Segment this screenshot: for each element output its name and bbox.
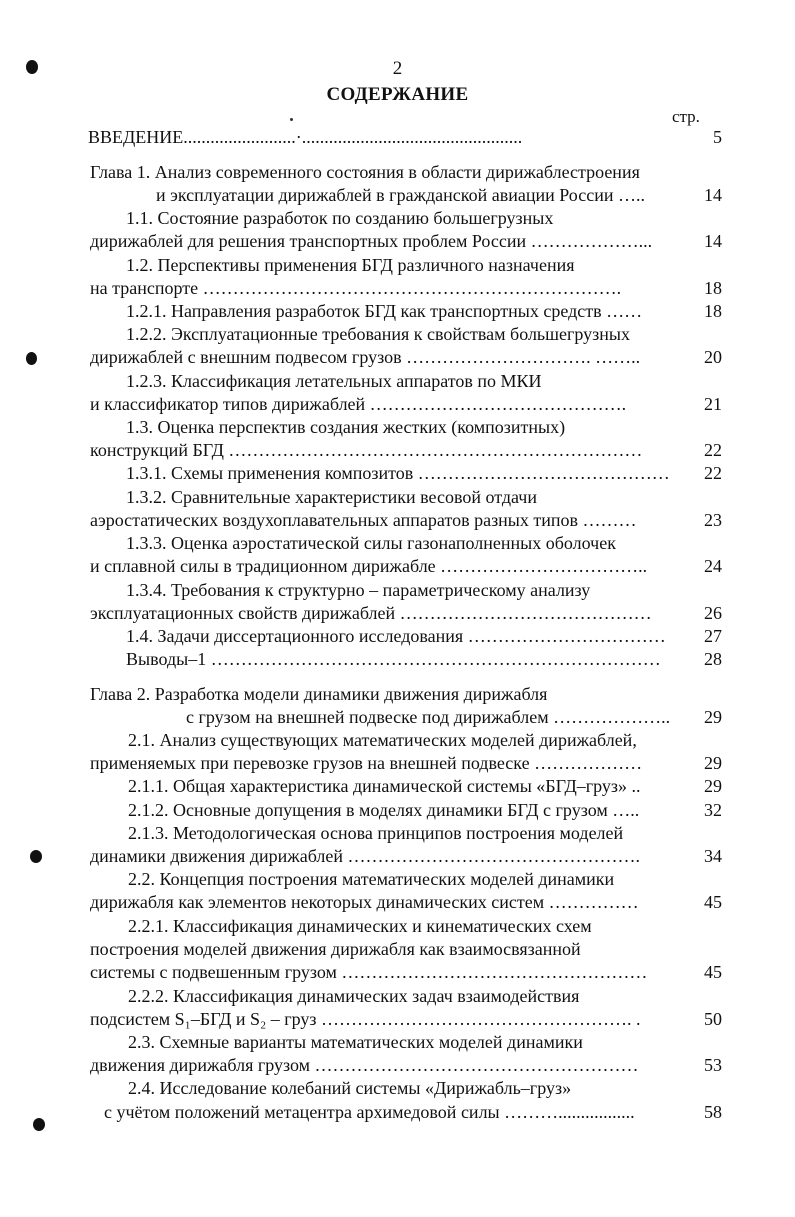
toc-entry [0, 393, 795, 416]
toc-entry-text: 2.2.2. Классификация динамических задач взаимодействия [128, 986, 580, 1006]
toc-entry-text: 1.2.1. Направления разработок БГД как транспортных средств …… [126, 301, 643, 321]
toc-entry [0, 532, 795, 555]
toc-entry [0, 486, 795, 509]
toc-entry-text: системы с подвешенным грузом …………………………………………… [90, 962, 648, 982]
toc-entry [0, 915, 795, 938]
toc-entry-text: Глава 2. Разработка модели динамики движения дирижабля [90, 684, 548, 704]
toc-entry [0, 230, 795, 253]
toc-entry-text: 2.2. Концепция построения математических моделей динамики [128, 869, 615, 889]
toc-entry [0, 161, 795, 184]
toc-entry [0, 439, 795, 462]
toc-entry-page: 29 [704, 753, 722, 773]
toc-entry-text: 1.2. Перспективы применения БГД различного назначения [126, 255, 575, 275]
toc-entry-text: 1.2.3. Классификация летательных аппаратов по МКИ [126, 371, 542, 391]
toc-entry-page: 20 [704, 347, 722, 367]
toc-entry-text: 1.3.2. Сравнительные характеристики весовой отдачи [126, 487, 537, 507]
toc-entry [0, 370, 795, 393]
toc-entry-text: 2.1.2. Основные допущения в моделях динамики БГД с грузом ….. [128, 800, 640, 820]
toc-entry-text: дирижаблей для решения транспортных проблем России ………………... [90, 231, 653, 251]
toc-entry-text: 2.2.1. Классификация динамических и кинематических схем [128, 916, 592, 936]
toc-entry-text: эксплуатационных свойств дирижаблей …………………………………… [90, 603, 652, 623]
page-column-label: стр. [672, 107, 700, 126]
toc-entry-text: дирижаблей с внешним подвесом грузов …………………………. …….. [90, 347, 641, 367]
toc-entry [0, 346, 795, 369]
toc-entry-page: 45 [704, 892, 722, 912]
toc-entry-page: 58 [704, 1102, 722, 1122]
toc-entry-text: 1.4. Задачи диссертационного исследования …………………………… [126, 626, 666, 646]
toc-entry-text: 1.3.4. Требования к структурно – параметрическому анализу [126, 580, 591, 600]
speck-mark [290, 118, 293, 121]
toc-entry-text: 1.3.3. Оценка аэростатической силы газонаполненных оболочек [126, 533, 616, 553]
toc-entry [0, 1008, 795, 1031]
toc-entry [0, 462, 795, 485]
toc-entry-text: 2.1.3. Методологическая основа принципов построения моделей [128, 823, 624, 843]
toc-entry-page: 22 [704, 440, 722, 460]
toc-entry-page: 14 [704, 231, 722, 251]
toc-entry-page: 26 [704, 603, 722, 623]
toc-entry [0, 648, 795, 671]
toc-entry-text: построения моделей движения дирижабля как взаимосвязанной [90, 939, 581, 959]
toc-entry-page: 27 [704, 626, 722, 646]
toc-entry-page: 29 [704, 776, 722, 796]
toc-entry-text: подсистем S₁–БГД и S₂ – груз ……………………………………………. . [90, 1009, 641, 1029]
toc-entry [0, 184, 795, 207]
toc-entry-page: 18 [704, 278, 722, 298]
page-title: СОДЕРЖАНИЕ [326, 84, 469, 105]
toc-entry-text: Выводы–1 ………………………………………………………………… [126, 649, 661, 669]
toc-entry [0, 891, 795, 914]
toc-entry [0, 961, 795, 984]
toc-entry-page: 22 [704, 463, 722, 483]
toc-entry [0, 126, 795, 149]
toc-entry-page: 14 [704, 185, 722, 205]
toc-entry-text: дирижабля как элементов некоторых динамических систем …………… [90, 892, 639, 912]
toc-entry-page: 24 [704, 556, 722, 576]
toc-entry [0, 985, 795, 1008]
toc-entry [0, 1077, 795, 1100]
toc-entry-text: 2.4. Исследование колебаний системы «Дирижабль–груз» [128, 1078, 572, 1098]
toc-entry-text: на транспорте ……………………………………………………………. [90, 278, 622, 298]
toc-entry [0, 752, 795, 775]
toc-entry-text: и сплавной силы в традиционном дирижабле …………………………….. [90, 556, 648, 576]
toc-entry [0, 300, 795, 323]
toc-entry [0, 683, 795, 706]
toc-entry-text: 1.3. Оценка перспектив создания жестких (композитных) [126, 417, 566, 437]
toc-entry-page: 23 [704, 510, 722, 530]
toc-entry-page: 28 [704, 649, 722, 669]
toc-entry [0, 625, 795, 648]
toc-entry-page: 18 [704, 301, 722, 321]
toc-entry-page: 34 [704, 846, 722, 866]
toc-entry-text: 2.1.1. Общая характеристика динамической системы «БГД–груз» .. [128, 776, 641, 796]
toc-entry-text: 1.2.2. Эксплуатационные требования к свойствам большегрузных [126, 324, 630, 344]
toc-entry-page: 45 [704, 962, 722, 982]
toc-entry [0, 1031, 795, 1054]
toc-entry-text: аэростатических воздухоплавательных аппаратов разных типов ……… [90, 510, 637, 530]
toc-entry [0, 254, 795, 277]
toc-entry-text: 1.1. Состояние разработок по созданию большегрузных [126, 208, 554, 228]
toc-entry [0, 706, 795, 729]
toc-entry [0, 207, 795, 230]
toc-entry-text: Глава 1. Анализ современного состояния в области дирижаблестроения [90, 162, 640, 182]
toc-entry-text: 1.3.1. Схемы применения композитов …………………………………… [126, 463, 670, 483]
toc-entry-page: 32 [704, 800, 722, 820]
toc-entry-text: и классификатор типов дирижаблей ……………………………………. [90, 394, 627, 414]
toc-entry-text: конструкций БГД …………………………………………………………… [90, 440, 643, 460]
toc-entry [0, 323, 795, 346]
toc-entry [0, 799, 795, 822]
toc-entry [0, 822, 795, 845]
toc-entry [0, 602, 795, 625]
toc-entry [0, 1054, 795, 1077]
toc-entry-text: движения дирижабля грузом ……………………………………………… [90, 1055, 639, 1075]
toc-entry-page: 53 [704, 1055, 722, 1075]
toc-entry [0, 1101, 795, 1124]
toc-entry-page: 21 [704, 394, 722, 414]
toc-entry [0, 868, 795, 891]
page-number: 2 [392, 58, 403, 79]
toc-entry-text: ВВЕДЕНИЕ.........................·................................................. [88, 127, 523, 147]
toc-entry [0, 579, 795, 602]
toc-entry-page: 5 [713, 127, 722, 147]
toc-entry-page: 50 [704, 1009, 722, 1029]
toc-entry [0, 509, 795, 532]
toc-entry-text: динамики движения дирижаблей …………………………………………. [90, 846, 641, 866]
toc-entry-text: 2.1. Анализ существующих математических моделей дирижаблей, [128, 730, 637, 750]
toc-entry-text: с грузом на внешней подвеске под дирижаблем ……………….. [186, 707, 671, 727]
toc-entry [0, 845, 795, 868]
toc-entry [0, 416, 795, 439]
toc-entry [0, 938, 795, 961]
toc-entry-text: и эксплуатации дирижаблей в гражданской авиации России ….. [156, 185, 645, 205]
toc-entry-page: 29 [704, 707, 722, 727]
toc-entry [0, 729, 795, 752]
toc-entry-text: применяемых при перевозке грузов на внешней подвеске ……………… [90, 753, 643, 773]
toc-entry [0, 775, 795, 798]
toc-entry [0, 277, 795, 300]
toc-entry-text: с учётом положений метацентра архимедовой силы ………................. [104, 1102, 635, 1122]
toc-entry-text: 2.3. Схемные варианты математических моделей динамики [128, 1032, 583, 1052]
toc-entry [0, 555, 795, 578]
